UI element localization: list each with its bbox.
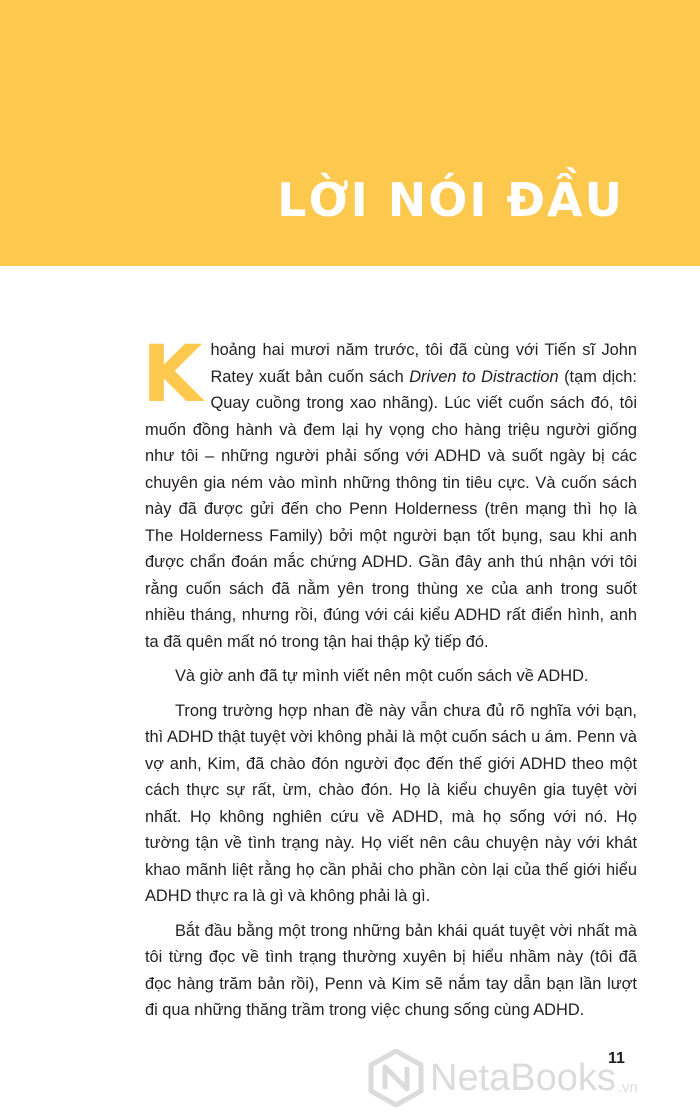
watermark-suffix: .vn [617, 1079, 638, 1096]
paragraph-2: Và giờ anh đã tự mình viết nên một cuốn sách về ADHD. [175, 667, 589, 685]
chapter-banner [0, 0, 700, 266]
paragraph-1-text-a: hoảng hai mươi năm trước, tôi đã cùng với Tiến sĩ John Ratey xuất bản cuốn sách [210, 341, 637, 386]
paragraph-1-text-b: (tạm dịch: Quay cuồng trong xao nhãng). Lúc viết cuốn sách đó, tôi muốn đồng hành và đem lại hy vọng cho hàng triệu người giống như tôi – những người phải sống với ADHD và suốt ngày bị các chuyên gia ném vào mình những thông tin tiêu cực. Và cuốn sách này đã được gửi đến cho Penn Holderness (trên mạng thì họ là The Holderness Family) bởi một người bạn tốt bụng, sau khi anh được chẩn đoán mắc chứng ADHD. Gần đây anh thú nhận với tôi rằng cuốn sách đã nằm yên trong thùng xe của anh trong suốt nhiều tháng, nhưng rồi, đúng với cái kiểu ADHD rất điển hình, anh ta đã quên mất nó trong tận hai thập kỷ tiếp đó. [145, 367, 637, 651]
watermark [368, 1046, 688, 1110]
netabooks-logo-icon [368, 1049, 424, 1107]
paragraph-1 [142, 330, 637, 655]
page-number: 11 [608, 1050, 625, 1067]
paragraph-3: Trong trường hợp nhan đề này vẫn chưa đủ rõ nghĩa với bạn, thì ADHD thật tuyệt vời không phải là một cuốn sách u ám. Penn và vợ anh, Kim, đã chào đón người đọc đến thế giới ADHD theo một cách thực sự rất, ừm, chào đón. Họ là kiểu chuyên gia tuyệt vời nhất. Họ không nghiên cứu về ADHD, mà họ sống với nó. Họ tường tận về tình trạng này. Họ viết nên câu chuyện này với khát khao mãnh liệt rằng họ cần phải cho phần còn lại của thế giới hiểu ADHD thực ra là gì và không phải là gì. [145, 701, 637, 905]
book-title-italic: Driven to Distraction [409, 367, 559, 386]
drop-cap: K [142, 330, 203, 420]
watermark-text: NetaBooks [430, 1057, 616, 1099]
paragraph-4: Bắt đầu bằng một trong những bản khái quát tuyệt vời nhất mà tôi từng đọc về tình trạng thường xuyên bị hiểu nhầm này (tôi đã đọc hàng trăm bản rồi), Penn và Kim sẽ nắm tay dẫn bạn lần lượt đi qua những thăng trầm trong việc chung sống cùng ADHD. [145, 921, 637, 1019]
chapter-title: LỜI NÓI ĐẦU [277, 173, 624, 227]
chapter-body [142, 330, 637, 1032]
